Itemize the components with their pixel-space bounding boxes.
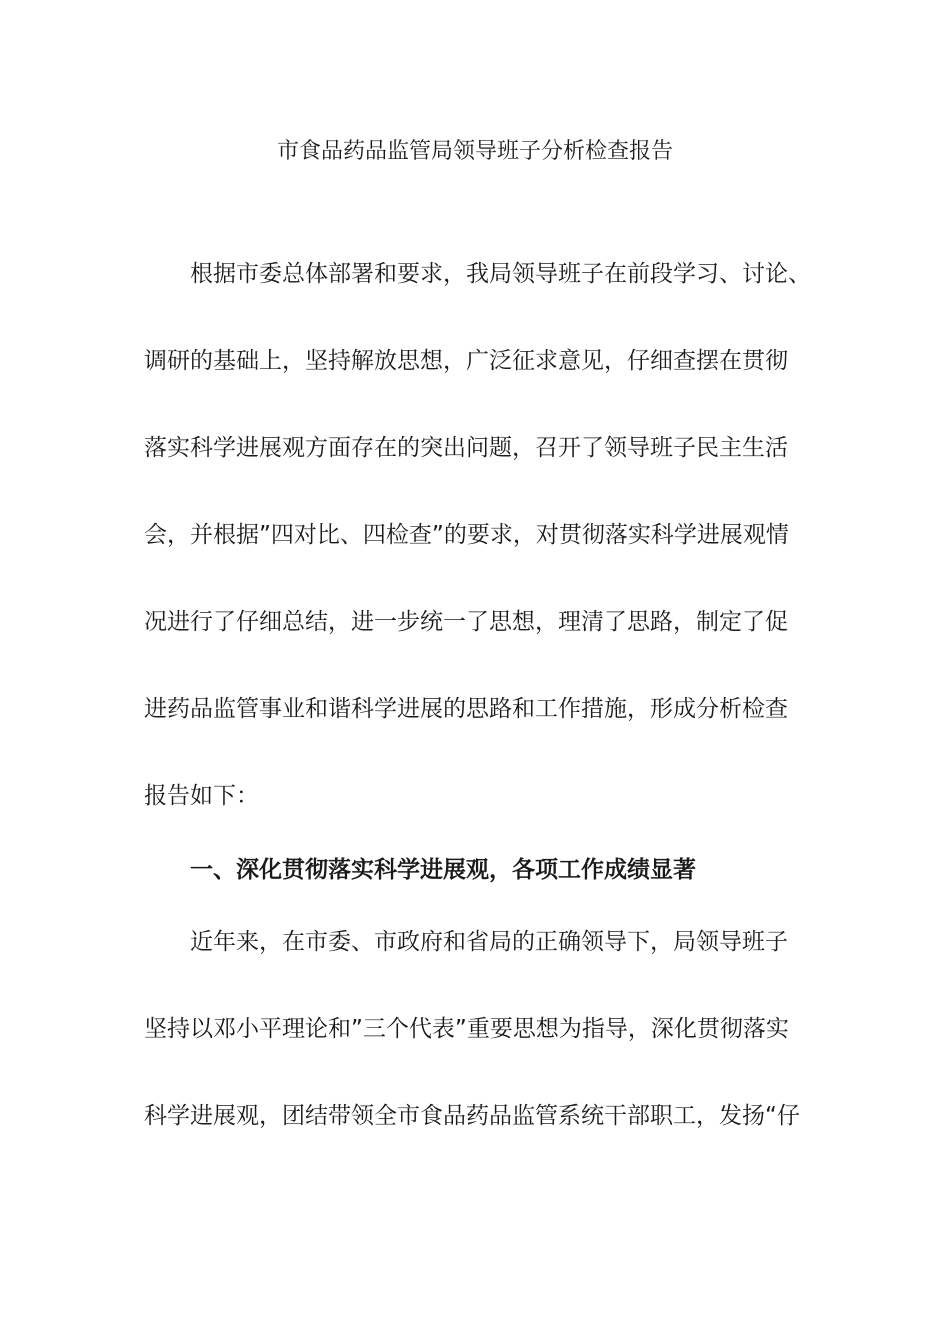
paragraph-line: 坚持以邓小平理论和”三个代表”重要思想为指导，深化贯彻落实: [144, 1016, 789, 1042]
paragraph-line: 科学进展观，团结带领全市食品药品监管系统干部职工，发扬“仔: [144, 1103, 800, 1129]
paragraph-line: 报告如下：: [144, 783, 259, 809]
paragraph-line: 落实科学进展观方面存在的突出问题，召开了领导班子民主生活: [144, 435, 788, 461]
paragraph-line: 进药品监管事业和谐科学进展的思路和工作措施，形成分析检查: [144, 696, 788, 722]
document-title: 市食品药品监管局领导班子分析检查报告: [276, 139, 673, 164]
paragraph-line: 调研的基础上，坚持解放思想，广泛征求意见，仔细查摆在贯彻: [144, 348, 788, 374]
paragraph-line: 况进行了仔细总结，进一步统一了思想，理清了思路，制定了促: [144, 609, 788, 635]
section-heading: 一、深化贯彻落实科学进展观，各项工作成绩显著: [190, 857, 696, 883]
paragraph-line: 根据市委总体部署和要求，我局领导班子在前段学习、讨论、: [190, 261, 811, 287]
paragraph-line: 近年来，在市委、市政府和省局的正确领导下，局领导班子: [190, 929, 788, 955]
paragraph-line: 会，并根据”四对比、四检查”的要求，对贯彻落实科学进展观情: [144, 522, 789, 548]
